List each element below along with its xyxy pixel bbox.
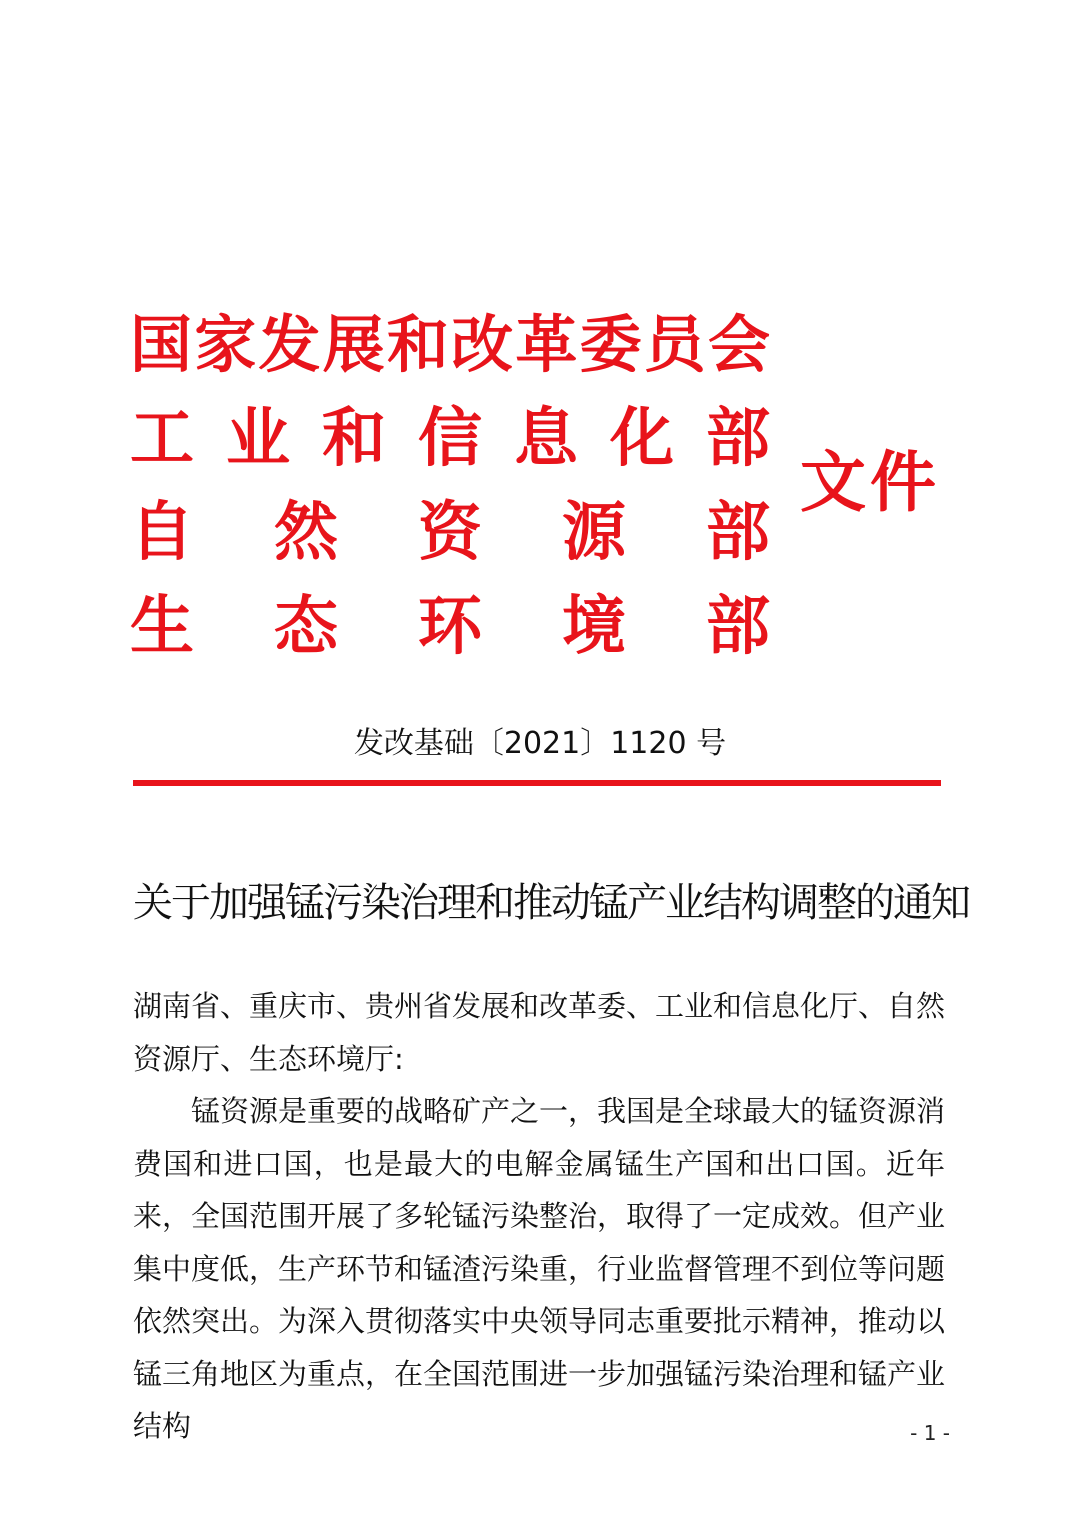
file-suffix: 文件 xyxy=(800,444,940,521)
body-paragraph: 锰资源是重要的战略矿产之一，我国是全球最大的锰资源消费国和进口国，也是最大的电解金属锰生产国和出口国。近年来，全国范围开展了多轮锰污染整治，取得了一定成效。但产业集中度低，生产环节和锰渣污染重，行业监督管理不到位等问题依然突出。为深入贯彻落实中央领导同志重要批示精神，推动以锰三角地区为重点，在全国范围进一步加强锰污染治理和锰产业结构 xyxy=(133,1094,946,1443)
page-number: - 1 - xyxy=(910,1421,950,1445)
issuer-miit: 工 业 和 信 息 化 部 xyxy=(130,402,770,476)
issuer-mnr: 自 然 资 源 部 xyxy=(130,496,770,570)
addressees: 湖南省、重庆市、贵州省发展和改革委、工业和信息化厅、自然资源厅、生态环境厅: xyxy=(133,989,946,1076)
issuer-mee: 生 态 环 境 部 xyxy=(130,590,770,664)
document-number: 发改基础〔2021〕1120 号 xyxy=(353,726,727,761)
document-title: 关于加强锰污染治理和推动锰产业结构调整的通知 xyxy=(133,880,969,926)
red-separator-line xyxy=(133,780,941,786)
document-body xyxy=(133,980,945,1453)
issuer-ndrc: 国 家 发 展 和 改 革 委 员 会 xyxy=(130,308,770,381)
issuing-agencies-header xyxy=(0,0,1080,700)
